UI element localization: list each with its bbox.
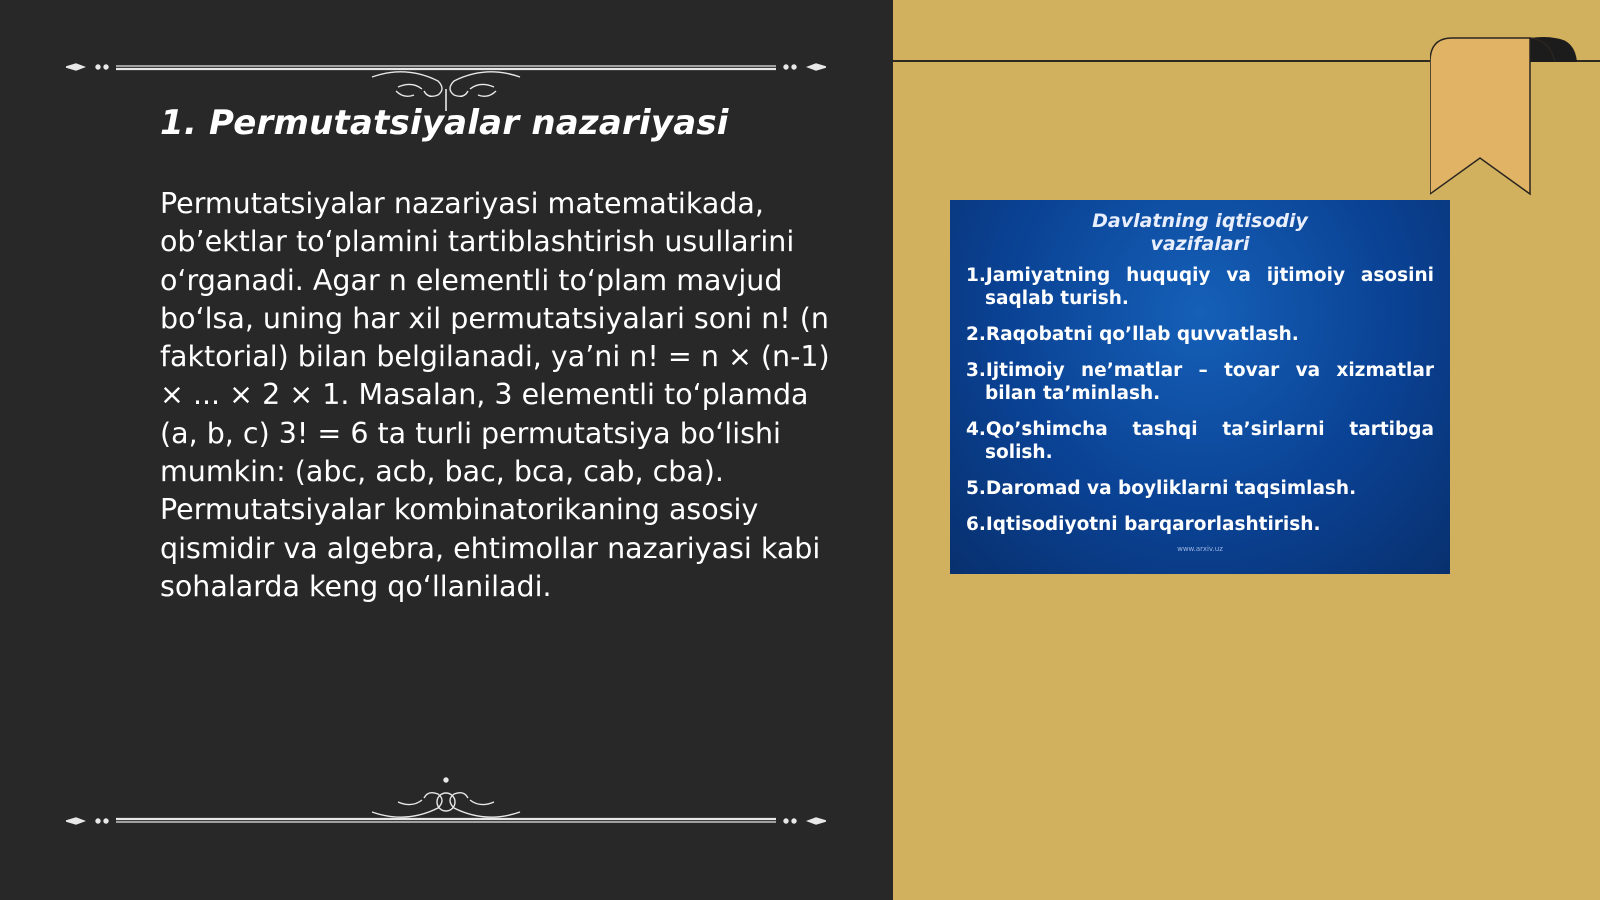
card-watermark: www.arxiv.uz <box>1177 545 1223 553</box>
card-title-line1: Davlatning iqtisodiy <box>1092 210 1308 232</box>
bottom-flourish-divider-icon <box>66 772 826 832</box>
list-item: 3.Ijtimoiy ne’matlar – tovar va xizmatlar bilan ta’minlash. <box>966 360 1434 404</box>
economic-functions-card <box>950 200 1450 574</box>
card-title <box>966 210 1434 256</box>
list-item: 2.Raqobatni qo’llab quvvatlash. <box>966 324 1299 345</box>
slide-title: 1. Permutatsiyalar nazariyasi <box>160 103 729 143</box>
ribbon-bookmark-icon <box>1430 36 1580 196</box>
list-item: 4.Qo’shimcha tashqi ta’sirlarni tartibga solish. <box>966 419 1434 463</box>
card-title-line2: vazifalari <box>1150 233 1250 255</box>
list-item: 5.Daromad va boyliklarni taqsimlash. <box>966 478 1357 499</box>
body-paragraph: Permutatsiyalar nazariyasi matematikada, ob’ektlar to‘plamini tartiblashtirish usullarini o‘rganadi. Agar n elementli to‘plam mavjud bo‘lsa, uning har xil permutatsiyalari soni n! (n faktorial) bilan belgilanadi, ya’ni n! = n × (n-1) × ... × 2 × 1. Masalan, 3 elementli to‘plamda (a, b, c) 3! = 6 ta turli permutatsiya bo‘lishi mumkin: (abc, acb, bac, bca, cab, cba). Permutatsiyalar kombinatorikaning asosiy qismidir va algebra, ehtimollar nazariyasi kabi sohalarda keng qo‘llaniladi. <box>160 187 830 603</box>
card-list <box>966 264 1434 536</box>
list-item: 6.Iqtisodiyotni barqarorlashtirish. <box>966 514 1321 535</box>
list-item: 1.Jamiyatning huquqiy va ijtimoiy asosini saqlab turish. <box>966 265 1434 309</box>
